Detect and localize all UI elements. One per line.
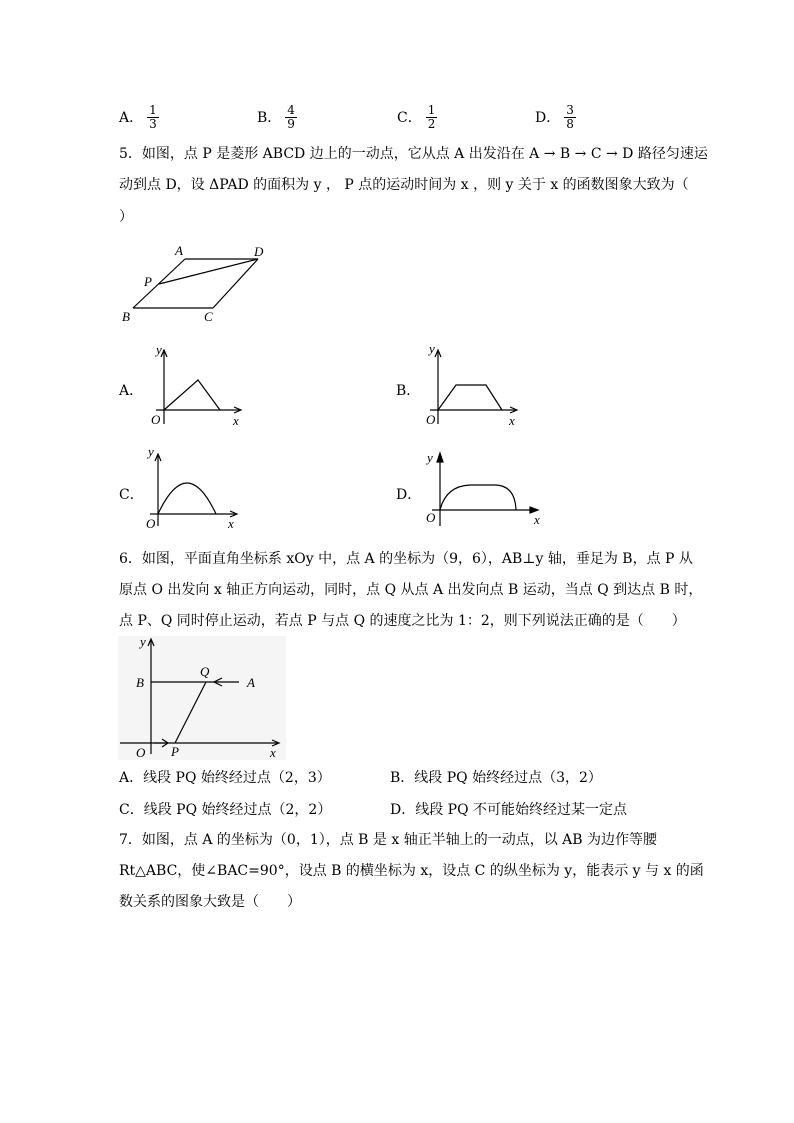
q4-option-c: C． $\frac{1}{2}$ xyxy=(397,102,436,131)
q6-line-1: 6．如图，平面直角坐标系 xOy 中，点 A 的坐标为（9，6），AB⊥y 轴，垂足为 B，点 P 从 xyxy=(119,551,693,567)
svg-text:x: x xyxy=(534,512,540,527)
svg-text:Q: Q xyxy=(200,664,210,679)
fraction: $\frac{1}{2}$ xyxy=(427,102,436,131)
svg-text:y: y xyxy=(148,444,154,459)
q5-rhombus-figure xyxy=(115,240,275,325)
q5-option-a-label: A． xyxy=(119,383,144,399)
q6-option-c: C．线段 PQ 始终经过点（2，2） xyxy=(119,802,332,818)
svg-text:x: x xyxy=(233,413,239,428)
q7-line-1: 7．如图，点 A 的坐标为（0，1），点 B 是 x 轴正半轴上的一动点，以 AB 为边作等腰 xyxy=(119,832,658,848)
svg-text:x: x xyxy=(270,745,276,760)
svg-text:y: y xyxy=(427,450,433,465)
svg-text:x: x xyxy=(228,516,234,531)
svg-text:y: y xyxy=(140,636,146,649)
label-b: B xyxy=(122,309,130,324)
svg-text:x: x xyxy=(509,413,515,428)
q6-option-a: A．线段 PQ 始终经过点（2，3） xyxy=(119,770,331,786)
q4-option-d: D． $\frac{3}{8}$ xyxy=(535,102,574,131)
q6-line-2: 原点 O 出发向 x 轴正方向运动，同时，点 Q 从点 A 出发向点 B 运动，当点 Q 到达点 B 时， xyxy=(119,582,703,598)
fraction: $\frac{3}{8}$ xyxy=(566,102,574,131)
svg-text:A: A xyxy=(247,675,255,690)
svg-text:O: O xyxy=(146,516,156,531)
svg-text:y: y xyxy=(429,341,435,356)
q7-line-3: 数关系的图象大致是（ ） xyxy=(119,894,301,910)
q5-graph-a xyxy=(142,340,252,430)
q4-option-a: A． $\frac{1}{3}$ xyxy=(119,102,157,131)
graph-curve xyxy=(440,485,516,510)
label-a: A xyxy=(175,243,183,258)
label-c: C xyxy=(204,309,213,324)
fraction: $\frac{1}{3}$ xyxy=(149,102,157,131)
fraction: $\frac{4}{9}$ xyxy=(287,102,295,131)
q5-option-b-label: B． xyxy=(396,383,421,399)
q6-coordinate-figure xyxy=(118,636,286,760)
svg-text:O: O xyxy=(151,412,161,427)
q5-option-c-label: C． xyxy=(119,487,144,503)
q5-graph-d xyxy=(418,442,548,532)
graph-curve xyxy=(438,385,502,410)
q6-option-d: D．线段 PQ 不可能始终经过某一定点 xyxy=(390,802,628,818)
q6-line-3: 点 P、Q 同时停止运动，若点 P 与点 Q 的速度之比为 1：2，则下列说法正确的是（ ） xyxy=(119,613,686,629)
q7-line-2: Rt△ABC，使∠BAC=90°，设点 B 的横坐标为 x，设点 C 的纵坐标为 y，能表示 y 与 x 的函 xyxy=(119,863,704,879)
side-cd xyxy=(213,259,258,308)
q4-option-b: B． $\frac{4}{9}$ xyxy=(257,102,295,131)
q4-options xyxy=(119,97,679,137)
svg-text:O: O xyxy=(426,412,436,427)
svg-text:P: P xyxy=(171,744,179,759)
q5-line-1: 5．如图，点 P 是菱形 ABCD 边上的一动点，它从点 A 出发沿在 A → B → C → D 路径匀速运 xyxy=(119,146,708,162)
segment-pd xyxy=(159,259,258,284)
label-d: D xyxy=(254,244,264,259)
q5-line-2: 动到点 D，设 ΔPAD 的面积为 y ， P 点的运动时间为 x ，则 y 关于 x 的函数图象大致为（ xyxy=(119,177,689,193)
label-p: P xyxy=(144,274,152,289)
graph-curve xyxy=(164,380,220,410)
q6-option-b: B．线段 PQ 始终经过点（3，2） xyxy=(390,770,602,786)
svg-text:B: B xyxy=(136,675,144,690)
q5-graph-b xyxy=(418,340,528,430)
q5-graph-c xyxy=(142,442,252,532)
graph-curve xyxy=(158,483,216,514)
svg-text:y: y xyxy=(156,342,162,357)
q5-line-3: ） xyxy=(119,209,133,225)
svg-text:O: O xyxy=(426,510,436,525)
svg-text:O: O xyxy=(136,745,146,760)
q5-option-d-label: D． xyxy=(396,487,422,503)
